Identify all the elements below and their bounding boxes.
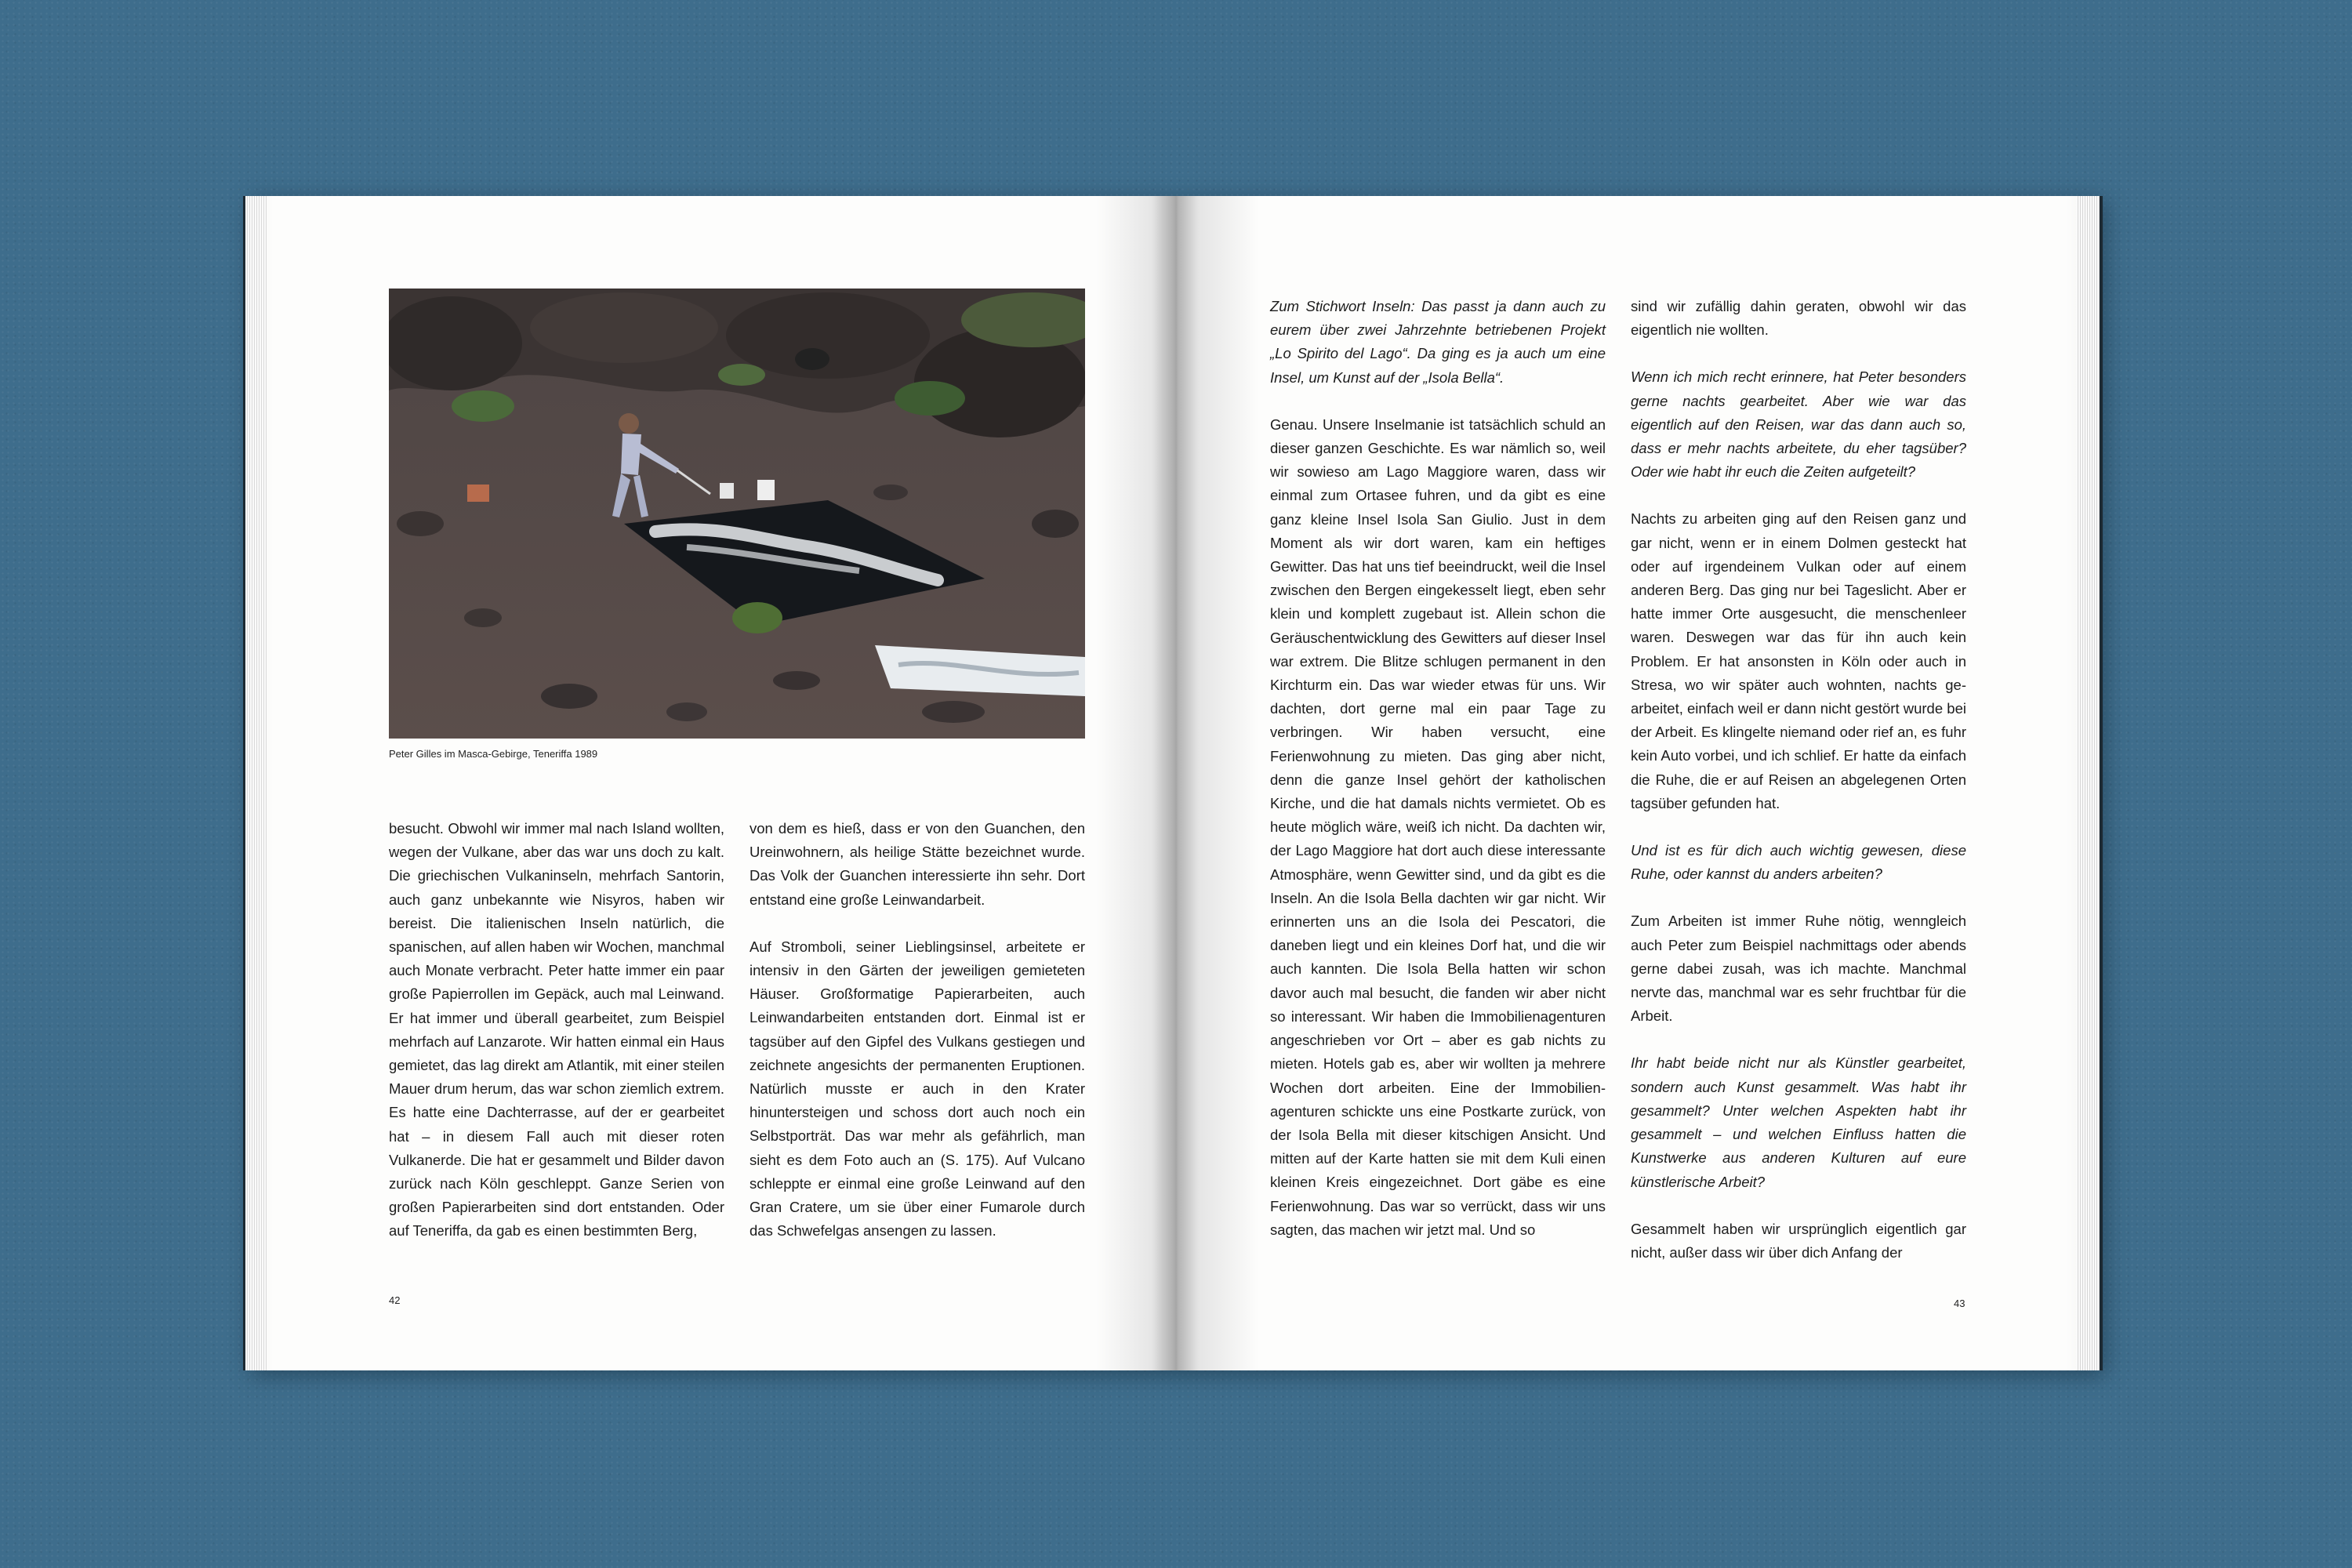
right-column-2: [1631, 295, 1966, 1288]
paragraph: von dem es hieß, dass er von den Guanchen, den Ureinwohnern, als heilige Stätte bezeichnet wurde. Das Volk der Guanchen interessierte ihn sehr. Dort entstand eine große Leinwandarbeit.: [750, 820, 1085, 908]
photo-caption: Peter Gilles im Masca-Gebirge, Teneriffa 1989: [389, 748, 598, 760]
paragraph: besucht. Obwohl wir immer mal nach Island wollten, wegen der Vulkane, aber das war uns doch zu kalt. Die griechischen Vulkaninseln, mehrfach Santorin, auch ganz unbekannte wie Nisyros, haben wir bereist. Die italienischen Inseln natürlich, die spanischen, auf allen haben wir Wochen, manchmal auch Monate verbracht. Peter hatte immer ein paar große Papierrollen im Gepäck, auch mal Leinwand. Er hat immer und überall gearbeitet, zum Beispiel mehrfach auf Lanzarote. Wir hatten einmal ein Haus gemietet, das lag direkt am Atlantik, mit einer steilen Mauer drum herum, das war schon ziemlich extrem. Es hatte eine Dachterrasse, auf der er gearbeitet hat – in diesem Fall auch mit dieser roten Vulkanerde. Die hat er gesammelt und Bilder davon zurück nach Köln geschleppt. Ganze Serien von großen Papierarbeiten sind dort entstanden. Oder auf Teneriffa, da gab es einen bestimmten Berg,: [389, 820, 724, 1240]
interview-question: Und ist es für dich auch wichtig gewesen, diese Ruhe, oder kannst du anders arbeiten?: [1631, 842, 1966, 883]
interview-question: Zum Stichwort Inseln: Das passt ja dann auch zu eurem über zwei Jahrzehnte betriebenen Projekt „Lo Spirito del Lago“. Da ging es ja auch um eine Insel, um Kunst auf der „Isola Bella“.: [1270, 298, 1606, 386]
photo-illustration: [389, 289, 1085, 739]
interview-question: Ihr habt beide nicht nur als Künstler gearbeitet, sondern auch Kunst gesammelt. Was habt ihr gesammelt? Unter welchen Aspekten habt ihr gesammelt – und welchen Einfluss hatten die Kunstwerke aus anderen Kulturen auf eure künstlerische Arbeit?: [1631, 1054, 1966, 1190]
paragraph: Gesammelt haben wir ursprünglich eigentlich gar nicht, außer dass wir über dich Anfang der: [1631, 1220, 1966, 1261]
paragraph: sind wir zufällig dahin geraten, obwohl wir das eigentlich nie wollten.: [1631, 298, 1966, 339]
left-column-1: [389, 817, 724, 1267]
photo: [389, 289, 1085, 739]
left-page-edges: [243, 196, 267, 1370]
page-number-right: 43: [1954, 1298, 1965, 1309]
right-column-1: [1270, 295, 1606, 1265]
paragraph: Genau. Unsere Inselmanie ist tatsächlich schuld an dieser ganzen Geschichte. Es war nämlich so, weil wir sowieso am Lago Maggiore waren, dass wir einmal zum Ortasee fuhren, und da gibt es eine ganz kleine Insel Isola San Giulio. Just in dem Moment als wir dort waren, kam ein heftiges Gewitter. Das hat uns tief beeindruckt, weil die Insel zwischen den Bergen eingekesselt liegt, eben sehr klein und komplett zugebaut ist. Allein schon die Geräuschentwicklung des Gewitters auf dieser Insel war extrem. Die Blitze schlugen permanent in den Kirchturm ein. Das war wieder etwas für uns. Wir dachten, dort gerne mal ein paar Tage zu verbringen. Wir haben versucht, eine Ferienwohnung zu mieten. Das ging aber nicht, denn die ganze Insel gehört der katholischen Kirche, und die hat damals nichts vermietet. Ob es heute möglich wäre, weiß ich nicht. Da dachten wir, der Lago Maggiore hat dort auch diese interessante Atmosphäre, wenn Gewitter sind, und da gibt es die Inseln. An die Isola Bella dachten wir gar nicht. Wir erinnerten uns an die Isola dei Pescatori, die daneben liegt und ein kleines Dorf hat, und die wir auch kannten. Die Isola Bella hatten wir schon davor auch mal besucht, die fanden wir aber nicht so interessant. Wir haben die Immobilienagenturen angeschrieben vor Ort – aber es gab nichts zu mieten. Hotels gab es, aber wir wollten ja mehrere Wochen dort arbeiten. Eine der Immobilienagenturen schickte uns eine Postkarte zurück, von der Isola Bella mit dieser kitschigen Ansicht. Und mitten auf der Karte hatten sie mit dem Kuli einen kleinen Kreis eingezeichnet. Dort gäbe es eine Ferienwohnung. Das war so verrückt, dass wir uns sagten, das machen wir jetzt mal. Und so: [1270, 416, 1606, 1238]
paragraph: Zum Arbeiten ist immer Ruhe nötig, wenngleich auch Peter zum Beispiel nachmittags oder abends gerne dabei zusah, was ich machte. Manchmal nervte das, manchmal war es sehr fruchtbar für die Arbeit.: [1631, 913, 1966, 1025]
book-gutter: [1152, 196, 1200, 1370]
page-number-left: 42: [389, 1294, 401, 1306]
left-column-2: [750, 817, 1085, 1266]
right-page-edges: [2076, 196, 2103, 1370]
paragraph: Auf Stromboli, seiner Lieblingsinsel, arbeitete er intensiv in den Gärten der jeweiligen gemieteten Häuser. Großformatige Papierarbeiten, auch Leinwandarbeiten entstanden dort. Einmal ist er tagsüber auf den Gipfel des Vulkans gestiegen und zeichnete angesichts der permanenten Eruptionen. Natürlich musste er auch in den Krater hinuntersteigen und schoss dort auch noch ein Selbstporträt. Das war mehr als gefährlich, man sieht es dem Foto auch an (S. 175). Auf Vulcano schleppte er einmal eine große Leinwand auf den Gran Cratere, um sie über einer Fumarole durch das Schwefelgas ansengen zu lassen.: [750, 938, 1085, 1240]
interview-question: Wenn ich mich recht erinnere, hat Peter besonders gerne nachts gearbeitet. Aber wie war das eigentlich auf den Reisen, war das dann auch so, dass er mehr nachts arbeitete, du eher tagsüber? Oder wie habt ihr euch die Zeiten aufgeteilt?: [1631, 368, 1966, 481]
paragraph: Nachts zu arbeiten ging auf den Reisen ganz und gar nicht, wenn er in einem Dolmen gesteckt hat oder auf irgendeinem Vulkan oder auf einem anderen Berg. Das ging nur bei Tageslicht. Aber er hatte immer Orte ausgesucht, die menschenleer waren. Deswegen war das für ihn auch kein Problem. Er hat ansonsten in Köln oder auch in Stresa, wo wir später auch wohnten, nachts gearbeitet, einfach weil er dann nicht gestört wurde bei der Arbeit. Es klingelte niemand oder rief an, es fuhr kein Auto vorbei, und ich schlief. Er hatte da einfach die Ruhe, die er auf Reisen an abgelegenen Orten tagsüber gefunden hat.: [1631, 510, 1966, 811]
